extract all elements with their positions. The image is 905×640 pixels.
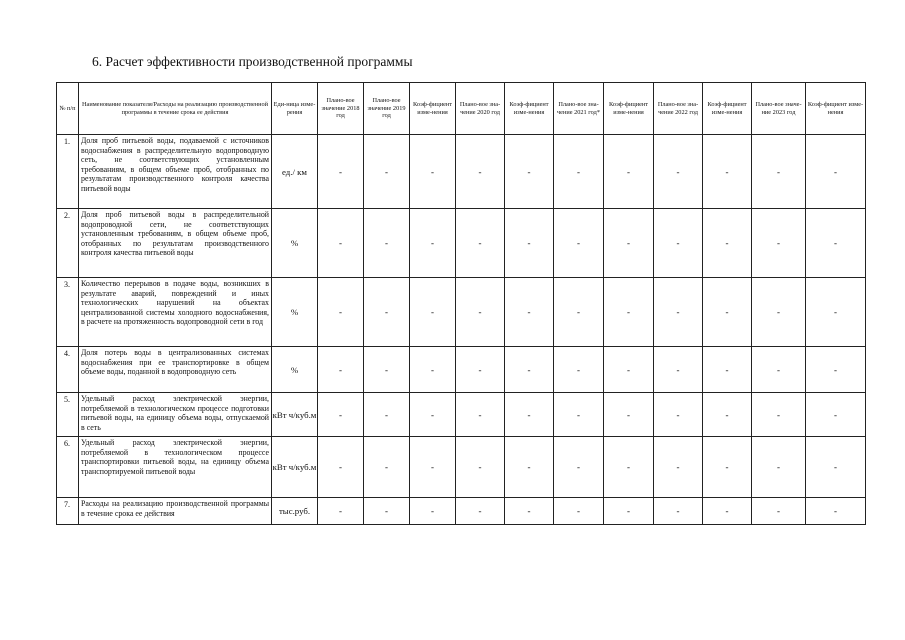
unit-cell: % xyxy=(272,347,318,393)
column-header: Коэф-фициент изме-нения xyxy=(604,83,654,135)
value-cell: - xyxy=(806,209,866,278)
row-number: 5. xyxy=(57,393,79,437)
value-cell: - xyxy=(654,498,703,525)
value-cell: - xyxy=(410,278,456,347)
value-cell: - xyxy=(505,347,554,393)
value-cell: - xyxy=(364,209,410,278)
header-row xyxy=(57,83,866,135)
column-header: Плано-вое значение 2019 год xyxy=(364,83,410,135)
value-cell: - xyxy=(505,437,554,498)
value-cell: - xyxy=(554,278,604,347)
value-cell: - xyxy=(806,347,866,393)
value-cell: - xyxy=(703,135,752,209)
column-header: Коэф-фициент изме-нения xyxy=(703,83,752,135)
column-header: Плано-вое значение 2018 год xyxy=(318,83,364,135)
row-number: 4. xyxy=(57,347,79,393)
value-cell: - xyxy=(318,498,364,525)
unit-cell: тыс.руб. xyxy=(272,498,318,525)
value-cell: - xyxy=(554,498,604,525)
value-cell: - xyxy=(410,393,456,437)
value-cell: - xyxy=(654,135,703,209)
column-header: Плано-вое зна-чение 2021 год* xyxy=(554,83,604,135)
value-cell: - xyxy=(456,393,505,437)
unit-cell: кВт ч/куб.м xyxy=(272,393,318,437)
value-cell: - xyxy=(703,278,752,347)
value-cell: - xyxy=(456,347,505,393)
value-cell: - xyxy=(806,135,866,209)
value-cell: - xyxy=(505,135,554,209)
unit-cell: кВт ч/куб.м xyxy=(272,437,318,498)
value-cell: - xyxy=(505,498,554,525)
value-cell: - xyxy=(703,498,752,525)
value-cell: - xyxy=(456,135,505,209)
column-header: Плано-вое зна-чение 2020 год xyxy=(456,83,505,135)
indicator-name: Удельный расход электрической энергии, потребляемой в технологическом процессе транспортировки питьевой воды, на единицу объема транспортируемой питьевой воды xyxy=(79,437,272,498)
column-header: Коэф-фициент изме-нения xyxy=(410,83,456,135)
value-cell: - xyxy=(364,347,410,393)
table-row xyxy=(57,209,866,278)
value-cell: - xyxy=(604,209,654,278)
value-cell: - xyxy=(752,347,806,393)
value-cell: - xyxy=(318,437,364,498)
value-cell: - xyxy=(752,437,806,498)
value-cell: - xyxy=(410,347,456,393)
value-cell: - xyxy=(654,347,703,393)
value-cell: - xyxy=(318,393,364,437)
table-row xyxy=(57,135,866,209)
column-header: Коэф-фициент изме-нения xyxy=(505,83,554,135)
value-cell: - xyxy=(456,498,505,525)
value-cell: - xyxy=(806,498,866,525)
row-number: 1. xyxy=(57,135,79,209)
unit-cell: ед./ км xyxy=(272,135,318,209)
value-cell: - xyxy=(318,278,364,347)
value-cell: - xyxy=(410,498,456,525)
value-cell: - xyxy=(554,135,604,209)
table-row xyxy=(57,498,866,525)
value-cell: - xyxy=(703,393,752,437)
efficiency-table xyxy=(56,82,866,525)
column-header: Еди-ница изме-рения xyxy=(272,83,318,135)
row-number: 7. xyxy=(57,498,79,525)
value-cell: - xyxy=(410,437,456,498)
value-cell: - xyxy=(604,437,654,498)
value-cell: - xyxy=(806,393,866,437)
table-row xyxy=(57,347,866,393)
value-cell: - xyxy=(410,209,456,278)
value-cell: - xyxy=(456,209,505,278)
page-title: 6. Расчет эффективности производственной программы xyxy=(92,54,413,69)
value-cell: - xyxy=(752,498,806,525)
value-cell: - xyxy=(318,209,364,278)
value-cell: - xyxy=(505,278,554,347)
value-cell: - xyxy=(364,135,410,209)
value-cell: - xyxy=(505,393,554,437)
table-row xyxy=(57,437,866,498)
indicator-name: Расходы на реализацию производственной программы в течение срока ее действия xyxy=(79,498,272,525)
value-cell: - xyxy=(364,498,410,525)
value-cell: - xyxy=(554,209,604,278)
value-cell: - xyxy=(752,209,806,278)
value-cell: - xyxy=(752,278,806,347)
value-cell: - xyxy=(654,437,703,498)
value-cell: - xyxy=(318,135,364,209)
table-row xyxy=(57,278,866,347)
value-cell: - xyxy=(505,209,554,278)
indicator-name: Доля потерь воды в централизованных системах водоснабжения при ее транспортировке в общем объеме воды, поданной в водопроводную сеть xyxy=(79,347,272,393)
indicator-name: Доля проб питьевой воды в распределительной водопроводной сети, не соответствующих установленным требованиям, в общем объеме проб, отобранных по результатам производственного контроля качества питьевой воды xyxy=(79,209,272,278)
value-cell: - xyxy=(364,437,410,498)
value-cell: - xyxy=(410,135,456,209)
indicator-name: Удельный расход электрической энергии, потребляемой в технологическом процессе подготовки питьевой воды, на единицу объема воды, отпускаемой в сеть xyxy=(79,393,272,437)
column-header: Плано-вое зна-чение 2022 год xyxy=(654,83,703,135)
value-cell: - xyxy=(703,347,752,393)
row-number: 2. xyxy=(57,209,79,278)
value-cell: - xyxy=(318,347,364,393)
row-number: 3. xyxy=(57,278,79,347)
value-cell: - xyxy=(456,437,505,498)
value-cell: - xyxy=(654,278,703,347)
value-cell: - xyxy=(654,393,703,437)
column-header: Коэф-фициент изме-нения xyxy=(806,83,866,135)
unit-cell: % xyxy=(272,209,318,278)
value-cell: - xyxy=(604,498,654,525)
value-cell: - xyxy=(554,347,604,393)
value-cell: - xyxy=(604,347,654,393)
value-cell: - xyxy=(604,278,654,347)
column-header: Плано-вое значе-ние 2023 год xyxy=(752,83,806,135)
indicator-name: Доля проб питьевой воды, подаваемой с источников водоснабжения в распределительную водопроводную сеть, не соответствующих установленным требованиям, в общем объеме проб, отобранных по результатам производственного контроля качества питьевой воды xyxy=(79,135,272,209)
value-cell: - xyxy=(703,437,752,498)
indicator-name: Количество перерывов в подаче воды, возникших в результате аварий, повреждений и иных технологических нарушений на объектах централизованной системы холодного водоснабжения, в расчете на протяженность водопроводной сети в год xyxy=(79,278,272,347)
column-header: № п/п xyxy=(57,83,79,135)
value-cell: - xyxy=(604,135,654,209)
column-header: Наименование показателя/Расходы на реализацию производственной программы в течение срока ее действия xyxy=(79,83,272,135)
value-cell: - xyxy=(364,278,410,347)
unit-cell: % xyxy=(272,278,318,347)
value-cell: - xyxy=(456,278,505,347)
value-cell: - xyxy=(752,393,806,437)
value-cell: - xyxy=(554,393,604,437)
table-row xyxy=(57,393,866,437)
value-cell: - xyxy=(703,209,752,278)
value-cell: - xyxy=(806,437,866,498)
value-cell: - xyxy=(604,393,654,437)
value-cell: - xyxy=(752,135,806,209)
value-cell: - xyxy=(364,393,410,437)
row-number: 6. xyxy=(57,437,79,498)
value-cell: - xyxy=(654,209,703,278)
value-cell: - xyxy=(806,278,866,347)
value-cell: - xyxy=(554,437,604,498)
